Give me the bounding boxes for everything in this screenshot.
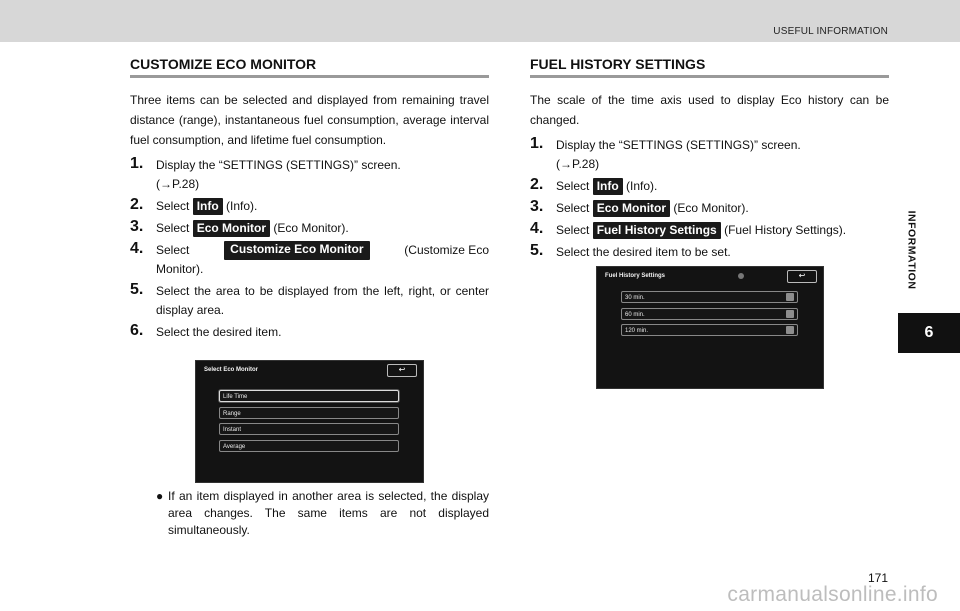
chapter-tab: 6	[898, 313, 960, 353]
eco-monitor-item[interactable]: Life Time	[219, 390, 399, 402]
step-3	[530, 199, 889, 218]
step-text: Select the desired item to be set.	[556, 245, 731, 259]
section-title: FUEL HISTORY SETTINGS	[530, 56, 889, 78]
fuel-history-item[interactable]	[621, 308, 798, 320]
item-label: 120 min.	[625, 328, 649, 334]
step-ref: (→P.28)	[156, 177, 200, 191]
step-number: 2.	[130, 196, 144, 213]
step-text: (Fuel History Settings).	[724, 223, 847, 237]
eco-monitor-item[interactable]: Average	[219, 440, 399, 452]
side-chapter-label-text: INFORMATION	[905, 210, 918, 290]
step-text: Select	[156, 221, 190, 235]
fuel-history-settings-button[interactable]: Fuel History Settings	[593, 222, 721, 239]
back-arrow-icon[interactable]: ↩	[787, 270, 817, 283]
page-number: 171	[867, 571, 888, 585]
step-5	[130, 282, 489, 320]
customize-eco-monitor-button[interactable]: Customize Eco Monitor	[224, 241, 369, 260]
customize-eco-monitor-section	[130, 56, 489, 342]
step-number: 4.	[130, 240, 144, 257]
checkbox-icon[interactable]	[786, 326, 794, 334]
step-6	[130, 323, 489, 342]
note-text: If an item displayed in another area is selected, the display area changes. The same items are not displayed simultaneously.	[168, 489, 489, 537]
section-intro: The scale of the time axis used to display Eco history can be changed.	[530, 93, 889, 127]
step-number: 5.	[130, 281, 144, 298]
step-3	[130, 219, 489, 238]
step-number: 3.	[130, 218, 144, 235]
screen-title: Fuel History Settings	[605, 273, 666, 279]
watermark: carmanualsonline.info	[727, 583, 938, 606]
eco-monitor-item[interactable]: Instant	[219, 423, 399, 435]
step-number: 5.	[530, 242, 544, 259]
step-text: (Customize Eco	[404, 243, 489, 257]
step-4	[530, 221, 889, 240]
step-5	[530, 243, 889, 262]
step-text: Select	[556, 201, 590, 215]
step-text: Select	[556, 223, 590, 237]
step-number: 4.	[530, 220, 544, 237]
step-number: 2.	[530, 176, 544, 193]
step-1-line	[556, 136, 889, 155]
step-text: Select the desired item.	[156, 325, 282, 339]
step-text: (Info).	[626, 179, 658, 193]
step-1	[130, 156, 489, 194]
eco-monitor-button[interactable]: Eco Monitor	[193, 220, 270, 237]
checkbox-icon[interactable]	[786, 310, 794, 318]
section-header-label: USEFUL INFORMATION	[773, 26, 888, 37]
item-label: 30 min.	[625, 295, 645, 301]
step-1-line	[156, 156, 489, 175]
eco-monitor-item[interactable]: Range	[219, 407, 399, 419]
step-2	[530, 177, 889, 196]
step-number: 1.	[530, 135, 544, 152]
step-4	[130, 241, 489, 279]
select-eco-monitor-screen	[195, 360, 424, 483]
step-text: Display the “SETTINGS (SETTINGS)” screen.	[156, 158, 401, 172]
fuel-history-item[interactable]	[621, 291, 798, 303]
step-text: Select	[556, 179, 590, 193]
eco-monitor-button[interactable]: Eco Monitor	[593, 200, 670, 217]
step-4-line	[156, 241, 489, 260]
step-2	[130, 197, 489, 216]
section-title: CUSTOMIZE ECO MONITOR	[130, 56, 489, 78]
step-text: Display the “SETTINGS (SETTINGS)” screen.	[556, 138, 801, 152]
steps-list	[130, 156, 489, 342]
step-number: 1.	[130, 155, 144, 172]
step-text: Select	[156, 243, 190, 257]
step-ref: (→P.28)	[556, 157, 600, 171]
step-text: (Eco Monitor).	[673, 201, 749, 215]
side-chapter-label	[896, 195, 926, 305]
bullet-icon: ●	[156, 489, 164, 503]
note	[156, 488, 489, 539]
info-button[interactable]: Info	[593, 178, 623, 195]
step-text: (Eco Monitor).	[273, 221, 349, 235]
steps-list	[530, 136, 889, 262]
step-1	[530, 136, 889, 174]
step-number: 6.	[130, 322, 144, 339]
screen-title: Select Eco Monitor	[204, 367, 259, 373]
fuel-history-item[interactable]	[621, 324, 798, 336]
fuel-history-settings-section	[530, 56, 889, 262]
back-arrow-icon[interactable]: ↩	[387, 364, 417, 377]
checkbox-icon[interactable]	[786, 293, 794, 301]
section-intro: Three items can be selected and displayed from remaining travel distance (range), instantaneous fuel consumption, average interval fuel consumption, and lifetime fuel consumption.	[130, 93, 489, 147]
fuel-history-settings-screen	[596, 266, 824, 389]
step-number: 3.	[530, 198, 544, 215]
step-text-continued: Monitor).	[156, 262, 204, 276]
step-text: (Info).	[226, 199, 258, 213]
info-button[interactable]: Info	[193, 198, 223, 215]
item-label: 60 min.	[625, 312, 645, 318]
info-dot-icon	[738, 273, 744, 279]
step-text: Select the area to be displayed from the left, right, or center display area.	[156, 284, 489, 317]
step-text: Select	[156, 199, 190, 213]
